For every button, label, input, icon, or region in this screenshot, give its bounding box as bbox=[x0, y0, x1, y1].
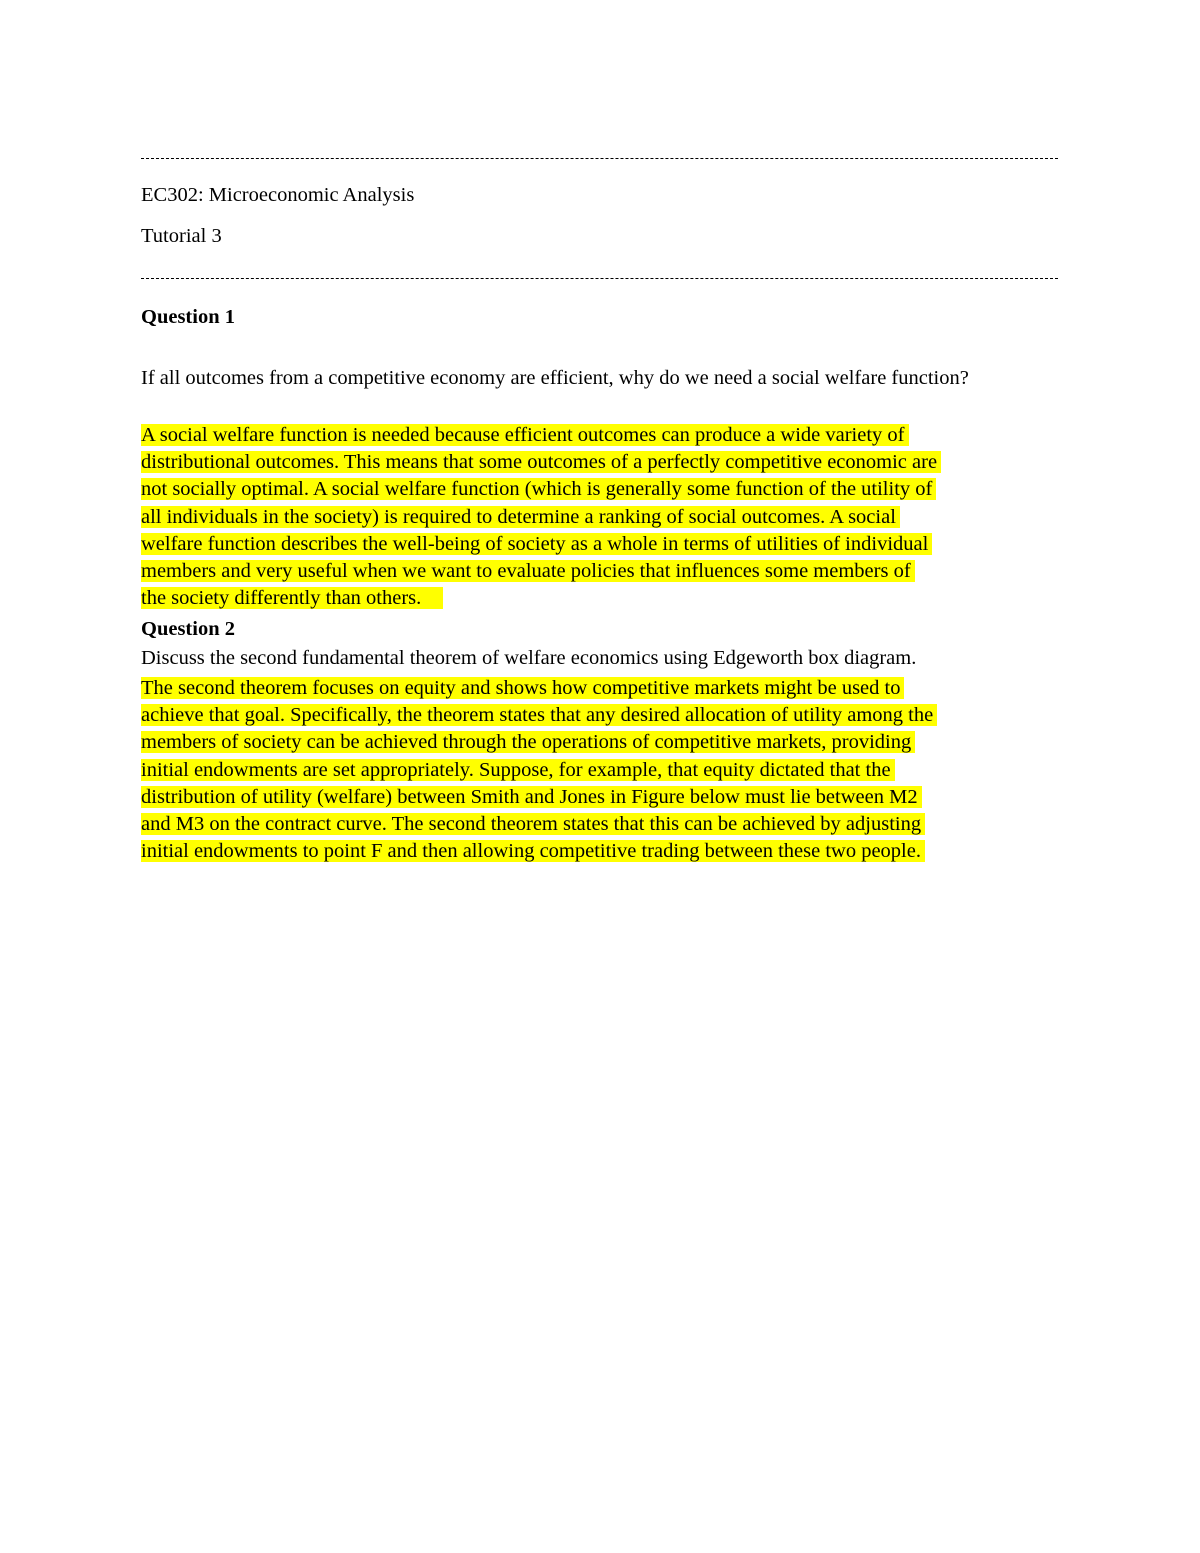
answer-line: A social welfare function is needed because efficient outcomes can produce a wide variety of bbox=[141, 422, 1061, 449]
answer-line: distributional outcomes. This means that some outcomes of a perfectly competitive economic are bbox=[141, 449, 1061, 476]
answer-line: members and very useful when we want to evaluate policies that influences some members of bbox=[141, 558, 1061, 585]
course-title: EC302: Microeconomic Analysis bbox=[141, 184, 415, 206]
question-2-heading: Question 2 bbox=[141, 618, 235, 640]
answer-line: distribution of utility (welfare) between Smith and Jones in Figure below must lie between M2 bbox=[141, 784, 1061, 811]
tutorial-label: Tutorial 3 bbox=[141, 225, 222, 247]
answer-line: the society differently than others. bbox=[141, 585, 1061, 612]
question-1-answer bbox=[141, 422, 1061, 612]
top-divider bbox=[141, 158, 1058, 159]
answer-line: welfare function describes the well-being of society as a whole in terms of utilities of individual bbox=[141, 531, 1061, 558]
answer-line: initial endowments are set appropriately. Suppose, for example, that equity dictated that the bbox=[141, 757, 1061, 784]
bottom-divider bbox=[141, 278, 1058, 279]
answer-line: not socially optimal. A social welfare function (which is generally some function of the utility of bbox=[141, 476, 1061, 503]
question-1-heading: Question 1 bbox=[141, 306, 235, 328]
answer-line: and M3 on the contract curve. The second theorem states that this can be achieved by adjusting bbox=[141, 811, 1061, 838]
answer-line: initial endowments to point F and then allowing competitive trading between these two people. bbox=[141, 838, 1061, 865]
question-2-answer bbox=[141, 675, 1061, 865]
answer-line: all individuals in the society) is required to determine a ranking of social outcomes. A social bbox=[141, 504, 1061, 531]
question-1-prompt: If all outcomes from a competitive economy are efficient, why do we need a social welfare function? bbox=[141, 367, 969, 389]
answer-line: members of society can be achieved through the operations of competitive markets, providing bbox=[141, 729, 1061, 756]
question-2-prompt: Discuss the second fundamental theorem of welfare economics using Edgeworth box diagram. bbox=[141, 647, 917, 669]
answer-line: achieve that goal. Specifically, the theorem states that any desired allocation of utility among the bbox=[141, 702, 1061, 729]
answer-line: The second theorem focuses on equity and shows how competitive markets might be used to bbox=[141, 675, 1061, 702]
